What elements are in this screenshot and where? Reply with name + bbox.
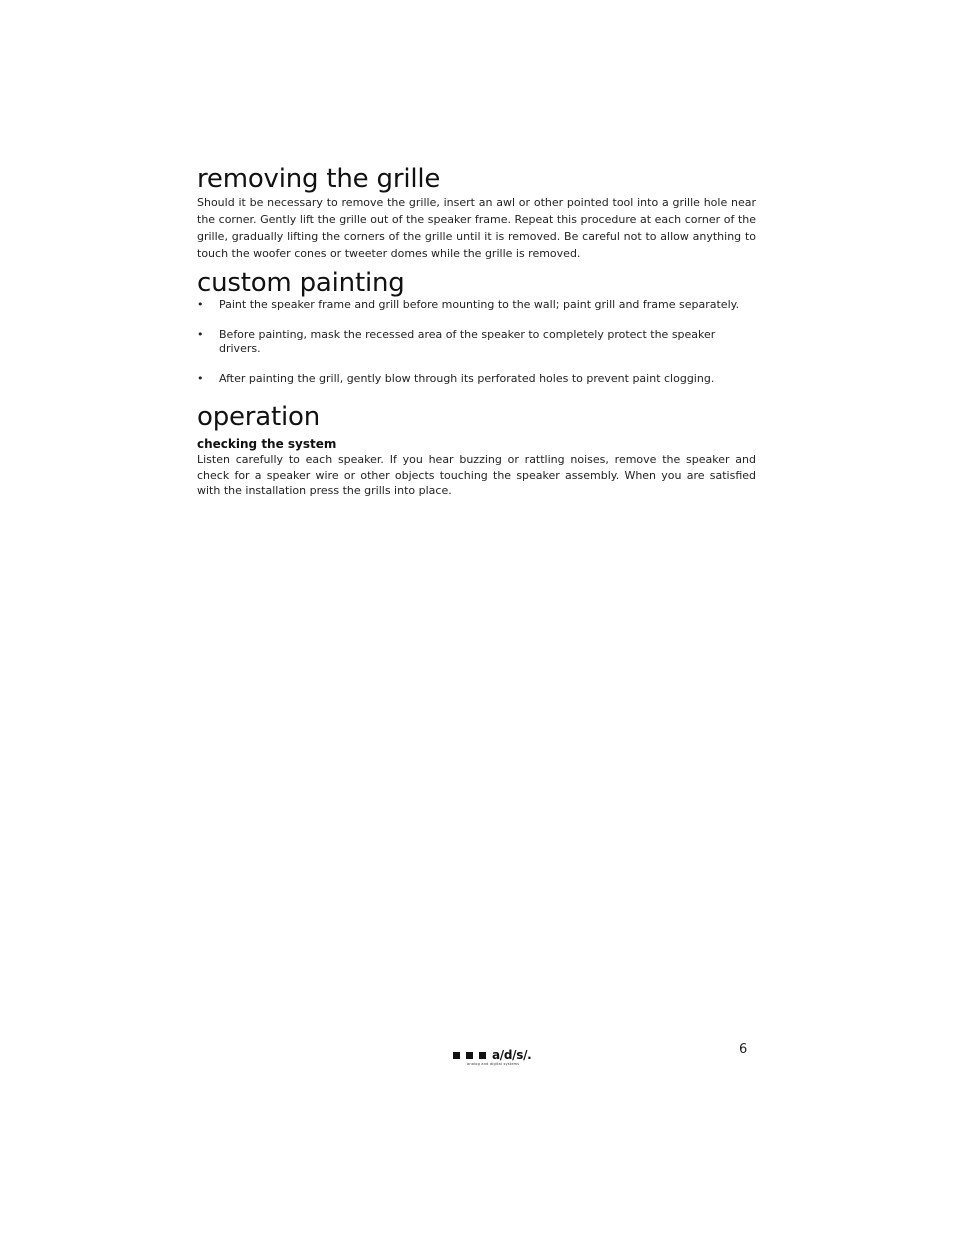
- list-item-text: Before painting, mask the recessed area of the speaker to completely protect the speaker drivers.: [219, 328, 716, 355]
- bullet-icon: •: [197, 328, 204, 341]
- logo-tagline: analog and digital systems: [467, 1062, 520, 1066]
- bullet-icon: •: [197, 298, 204, 311]
- logo-square-icon: [479, 1052, 486, 1059]
- custom-painting-list: [197, 298, 756, 386]
- section-heading-operation: operation: [197, 402, 321, 432]
- section-body-operation: Listen carefully to each speaker. If you hear buzzing or rattling noises, remove the speaker and check for a speaker wire or other objects touching the speaker assembly. When you are satisfied with the installation press the grills into place.: [197, 453, 756, 497]
- list-item: [197, 328, 756, 356]
- ads-logo: [453, 1048, 531, 1066]
- section-heading-custom-painting: custom painting: [197, 268, 405, 298]
- list-item-text: After painting the grill, gently blow through its perforated holes to prevent paint clogging.: [219, 372, 715, 385]
- logo-text: a/d/s/.: [492, 1048, 532, 1062]
- section-heading-removing-grille: removing the grille: [197, 164, 441, 194]
- section-body-removing-grille: Should it be necessary to remove the grille, insert an awl or other pointed tool into a grille hole near the corner. Gently lift the grille out of the speaker frame. Repeat this procedure at each corner of the grille, gradually lifting the corners of the grille until it is removed. Be careful not to allow anything to touch the woofer cones or tweeter domes while the grille is removed.: [197, 196, 756, 260]
- logo-square-icon: [453, 1052, 460, 1059]
- logo-mark: [453, 1048, 531, 1062]
- page-number: 6: [739, 1042, 748, 1057]
- document-content: [197, 164, 756, 499]
- subheading-checking-system: checking the system: [197, 437, 337, 451]
- logo-square-icon: [466, 1052, 473, 1059]
- list-item: [197, 372, 756, 386]
- bullet-icon: •: [197, 372, 204, 385]
- list-item-text: Paint the speaker frame and grill before mounting to the wall; paint grill and frame separately.: [219, 298, 740, 311]
- list-item: [197, 298, 756, 312]
